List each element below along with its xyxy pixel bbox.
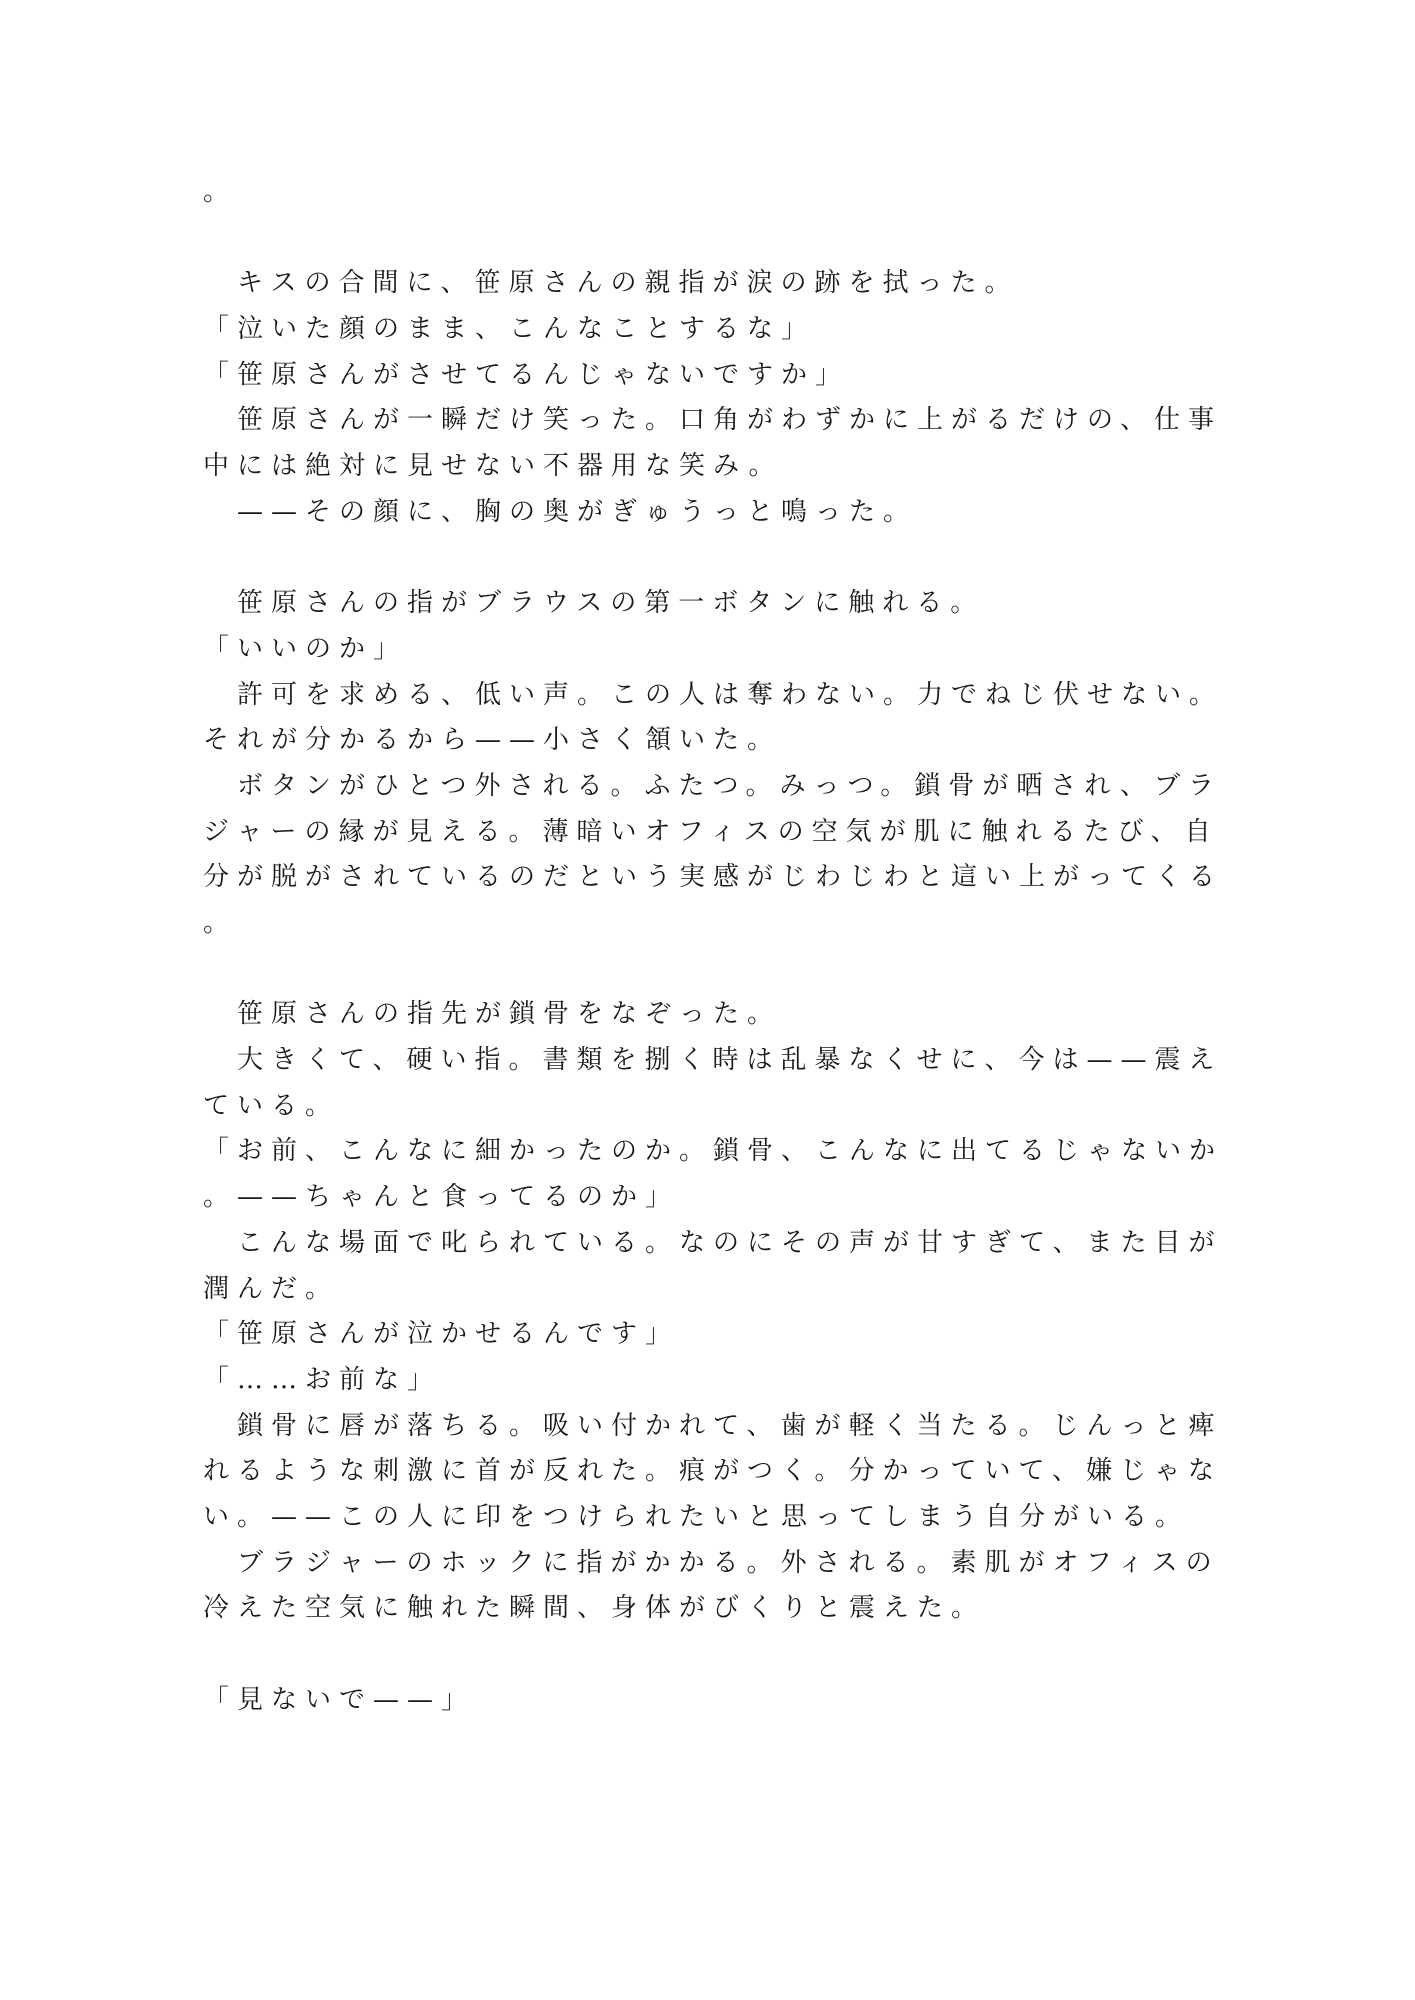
text-line: ている。	[203, 1090, 340, 1121]
text-line: 中には絶対に見せない不器用な笑み。	[203, 451, 783, 482]
blank-line	[203, 1632, 1173, 1678]
text-line: 「笹原さんがさせてるんじゃないですか」	[203, 359, 850, 390]
text-line: キスの合間に、笹原さんの親指が涙の跡を拭った。	[203, 268, 1019, 299]
text-line: ——その顔に、胸の奥がぎゅうっと鳴った。	[203, 496, 918, 527]
text-line: 冷えた空気に触れた瞬間、身体がびくりと震えた。	[203, 1593, 986, 1624]
text-line: 「お前、こんなに細かったのか。鎖骨、こんなに出てるじゃないか	[203, 1136, 1224, 1167]
blank-line	[203, 947, 1173, 993]
text-line: それが分かるから——小さく頷いた。	[203, 725, 782, 756]
text-line: 「泣いた顔のまま、こんなことするな」	[203, 314, 816, 345]
text-line: 「笹原さんが泣かせるんです」	[203, 1319, 680, 1350]
text-line: ブラジャーのホックに指がかかる。外される。素肌がオフィスの	[203, 1547, 1220, 1578]
body-text	[203, 170, 1224, 1723]
text-line: 鎖骨に唇が落ちる。吸い付かれて、歯が軽く当たる。じんっと痺	[203, 1410, 1223, 1441]
text-line: 潤んだ。	[203, 1273, 340, 1304]
text-line: 。——ちゃんと食ってるのか」	[203, 1182, 680, 1213]
text-line: い。——この人に印をつけられたいと思ってしまう自分がいる。	[203, 1501, 1190, 1532]
blank-line	[203, 216, 1173, 262]
text-line: 。	[203, 908, 238, 938]
text-line: こんな場面で叱られている。なのにその声が甘すぎて、また目が	[203, 1227, 1223, 1258]
text-line: れるような刺激に首が反れた。痕がつく。分かっていて、嫌じゃな	[203, 1456, 1222, 1487]
text-line: 大きくて、硬い指。書類を捌く時は乱暴なくせに、今は——震え	[203, 1045, 1223, 1076]
blank-line	[203, 536, 1173, 582]
text-line: 「いいのか」	[203, 633, 408, 664]
text-line: 「……お前な」	[203, 1364, 442, 1395]
text-line: 。	[203, 177, 238, 207]
text-line: 笹原さんが一瞬だけ笑った。口角がわずかに上がるだけの、仕事	[203, 405, 1222, 436]
text-line: ボタンがひとつ外される。ふたつ。みっつ。鎖骨が晒され、ブラ	[203, 770, 1222, 801]
text-line: 分が脱がされているのだという実感がじわじわと這い上がってくる	[203, 862, 1224, 893]
text-line: 笹原さんの指先が鎖骨をなぞった。	[203, 999, 782, 1030]
text-line: 笹原さんの指がブラウスの第一ボタンに触れる。	[203, 588, 985, 619]
text-line: ジャーの縁が見える。薄暗いオフィスの空気が肌に触れるたび、自	[203, 816, 1219, 847]
text-line: 許可を求める、低い声。この人は奪わない。力でねじ伏せない。	[203, 679, 1224, 710]
text-line: 「見ないで——」	[203, 1684, 476, 1715]
